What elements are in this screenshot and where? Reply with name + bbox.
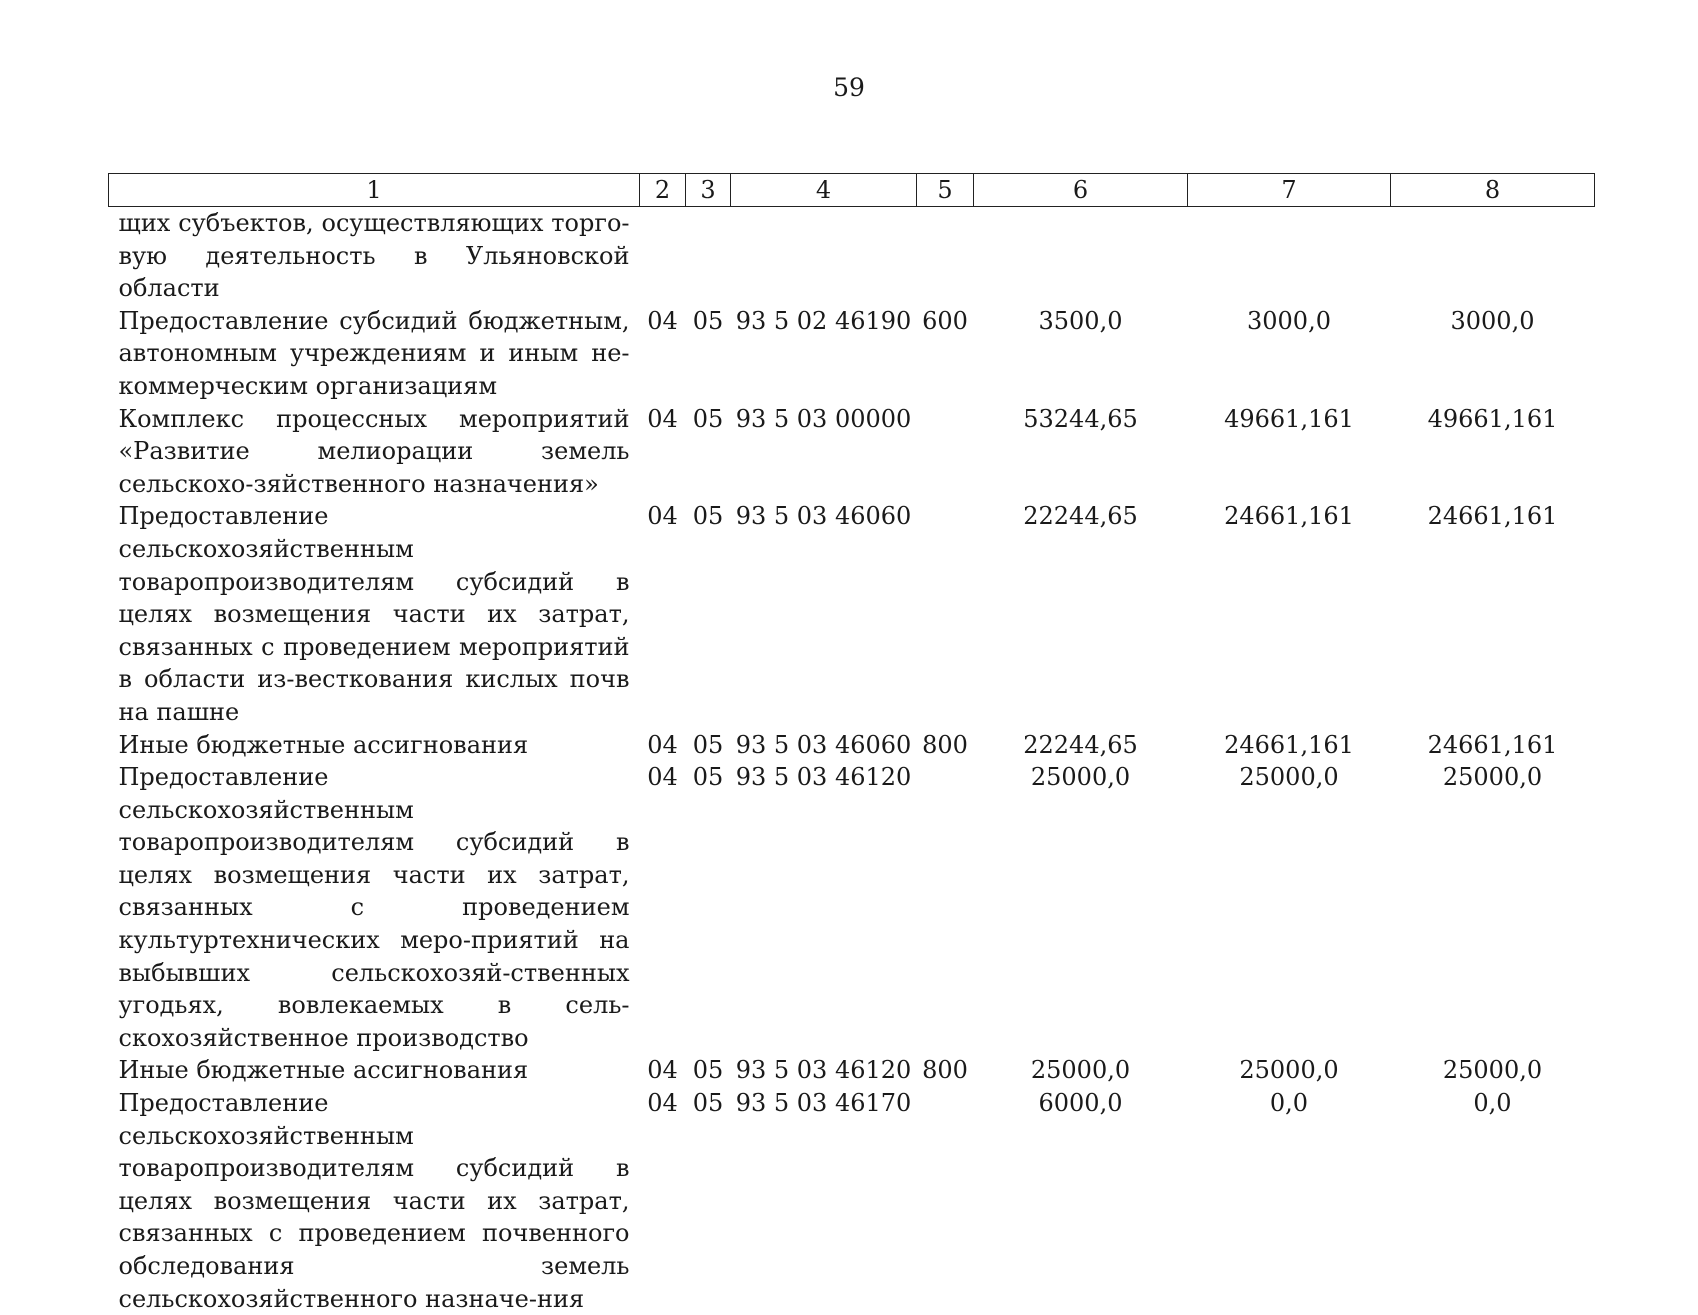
row-target-code: [731, 207, 917, 305]
row-subsection: 05: [686, 1087, 731, 1315]
row-subsection: [686, 207, 731, 305]
row-expense-type: 800: [917, 729, 974, 762]
row-target-code: 93 5 03 46060: [731, 729, 917, 762]
budget-table: [108, 173, 1595, 1315]
row-value-col8: 25000,0: [1391, 1054, 1595, 1087]
table-row: [109, 1054, 1595, 1087]
row-expense-type: [917, 207, 974, 305]
row-expense-type: [917, 500, 974, 728]
row-value-col6: 22244,65: [974, 500, 1188, 728]
row-expense-type: [917, 403, 974, 501]
row-expense-type: [917, 761, 974, 1054]
row-target-code: 93 5 03 46120: [731, 1054, 917, 1087]
row-value-col6: [974, 207, 1188, 305]
row-subsection: 05: [686, 729, 731, 762]
row-section: [640, 207, 686, 305]
header-col-4: 4: [731, 174, 917, 207]
table-row: [109, 305, 1595, 403]
row-value-col7: 25000,0: [1188, 1054, 1391, 1087]
header-col-5: 5: [917, 174, 974, 207]
row-subsection: 05: [686, 403, 731, 501]
table-row: [109, 403, 1595, 501]
row-subsection: 05: [686, 761, 731, 1054]
row-section: 04: [640, 403, 686, 501]
row-name: Предоставление сельскохозяйственным товаропроизводителям субсидий в целях возмещения части их затрат, связанных с проведением почвенного обследования земель сельскохозяйственного назначе-ния: [109, 1087, 640, 1315]
row-target-code: 93 5 03 46060: [731, 500, 917, 728]
row-name: Предоставление сельскохозяйственным товаропроизводителям субсидий в целях возмещения части их затрат, связанных с проведением культуртехнических меро-приятий на выбывших сельскохозяй-ственных угодьях, вовлекаемых в сель-скохозяйственное производство: [109, 761, 640, 1054]
header-col-1: 1: [109, 174, 640, 207]
row-value-col7: 49661,161: [1188, 403, 1391, 501]
row-value-col7: 24661,161: [1188, 729, 1391, 762]
header-row: [109, 174, 1595, 207]
table-row: [109, 729, 1595, 762]
row-value-col6: 22244,65: [974, 729, 1188, 762]
row-subsection: 05: [686, 500, 731, 728]
page-number: 59: [0, 73, 1698, 102]
row-value-col6: 25000,0: [974, 761, 1188, 1054]
row-value-col7: [1188, 207, 1391, 305]
header-col-8: 8: [1391, 174, 1595, 207]
row-name: Комплекс процессных мероприятий «Развитие мелиорации земель сельскохо-зяйственного назначения»: [109, 403, 640, 501]
header-col-6: 6: [974, 174, 1188, 207]
row-target-code: 93 5 03 46120: [731, 761, 917, 1054]
row-value-col7: 3000,0: [1188, 305, 1391, 403]
row-expense-type: 800: [917, 1054, 974, 1087]
row-name: щих субъектов, осуществляющих торго-вую деятельность в Ульяновской области: [109, 207, 640, 305]
row-value-col6: 3500,0: [974, 305, 1188, 403]
table-row: [109, 207, 1595, 305]
row-section: 04: [640, 305, 686, 403]
row-target-code: 93 5 03 46170: [731, 1087, 917, 1315]
row-name: Иные бюджетные ассигнования: [109, 1054, 640, 1087]
row-section: 04: [640, 1087, 686, 1315]
row-target-code: 93 5 03 00000: [731, 403, 917, 501]
row-section: 04: [640, 761, 686, 1054]
row-subsection: 05: [686, 1054, 731, 1087]
row-value-col8: 49661,161: [1391, 403, 1595, 501]
row-subsection: 05: [686, 305, 731, 403]
row-value-col6: 25000,0: [974, 1054, 1188, 1087]
row-value-col8: 3000,0: [1391, 305, 1595, 403]
row-value-col6: 6000,0: [974, 1087, 1188, 1315]
row-value-col8: 25000,0: [1391, 761, 1595, 1054]
row-name: Предоставление субсидий бюджетным, автономным учреждениям и иным не-коммерческим организациям: [109, 305, 640, 403]
row-name: Предоставление сельскохозяйственным товаропроизводителям субсидий в целях возмещения части их затрат, связанных с проведением мероприятий в области из-весткования кислых почв на пашне: [109, 500, 640, 728]
table-row: [109, 761, 1595, 1054]
row-value-col6: 53244,65: [974, 403, 1188, 501]
table-body: [109, 207, 1595, 1315]
row-expense-type: 600: [917, 305, 974, 403]
row-section: 04: [640, 1054, 686, 1087]
row-section: 04: [640, 729, 686, 762]
row-target-code: 93 5 02 46190: [731, 305, 917, 403]
row-name: Иные бюджетные ассигнования: [109, 729, 640, 762]
row-value-col8: [1391, 207, 1595, 305]
row-value-col8: 24661,161: [1391, 500, 1595, 728]
row-section: 04: [640, 500, 686, 728]
header-col-2: 2: [640, 174, 686, 207]
table-row: [109, 1087, 1595, 1315]
table-header: [109, 174, 1595, 207]
header-col-3: 3: [686, 174, 731, 207]
table-row: [109, 500, 1595, 728]
row-value-col8: 24661,161: [1391, 729, 1595, 762]
row-value-col7: 25000,0: [1188, 761, 1391, 1054]
row-value-col7: 24661,161: [1188, 500, 1391, 728]
row-expense-type: [917, 1087, 974, 1315]
row-value-col8: 0,0: [1391, 1087, 1595, 1315]
header-col-7: 7: [1188, 174, 1391, 207]
row-value-col7: 0,0: [1188, 1087, 1391, 1315]
